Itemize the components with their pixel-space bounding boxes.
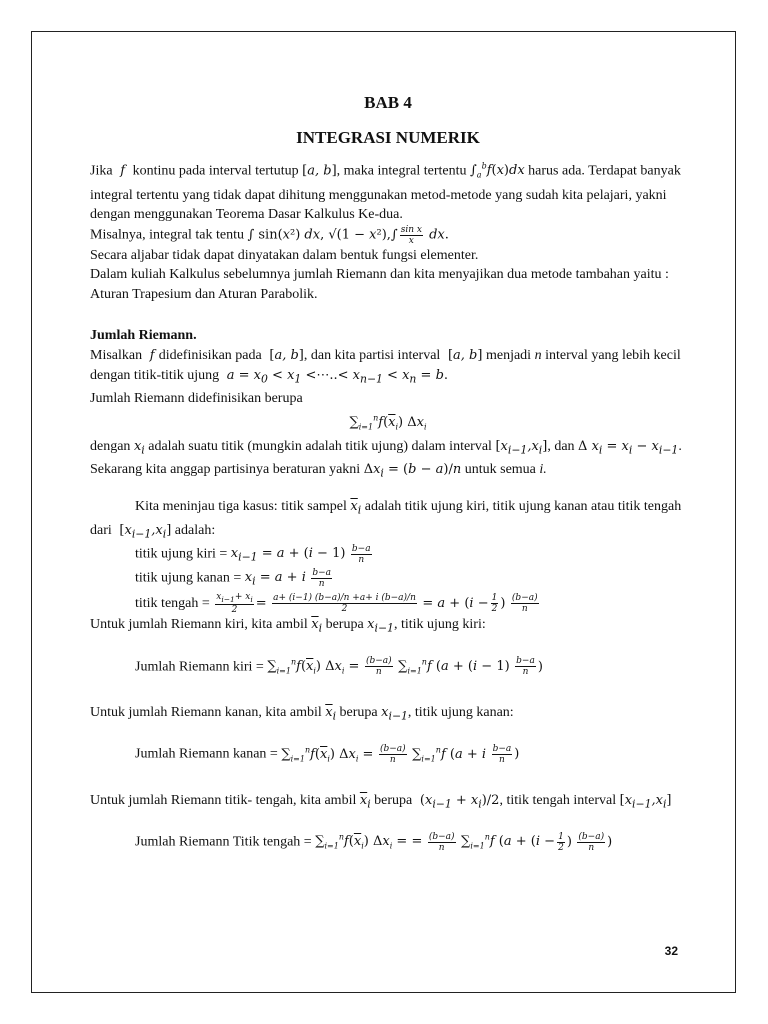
math-definite-integral: $\int_a^bf(x)dx$ [470, 162, 525, 180]
case-left: titik ujung kiri = $x_{i-1} = a + (i - 1)$ $\frac{b-a}{n}$ [135, 543, 371, 565]
left-sum-intro: Untuk jumlah Riemann kiri, kita ambil $\overline{x}_i$ berupa $x_{i-1}$, titik ujung kiri: [90, 617, 486, 635]
intro-methods: Dalam kuliah Kalkulus sebelumnya jumlah Riemann dan kita menyajikan dua metode tambahan yaitu : Aturan Trapesium dan Aturan Parabolik. [90, 267, 669, 302]
document-body [90, 88, 686, 856]
riemann-sample-point-text: dengan $x_i$ adalah suatu titik (mungkin adalah titik ujung) dalam interval $[x_{i-1},x_i]$, dan Δ $x_i = x_i - x_{i-1}$. Sekarang kita anggap partisinya beraturan yakni $\Delta x_i = (b - a)/n$ untuk semua i. [90, 438, 682, 480]
riemann-sum-formula: $\sum_{i=1}^nf(\overline{x}_i)$ $\Delta x_i$ [349, 413, 427, 432]
math-partition-points: $a = x_0 < x_1$ <⋯..< $x_{n-1} < x_n = b$. [222, 367, 449, 386]
mid-sum-intro: Untuk jumlah Riemann titik- tengah, kita ambil $\overline{x}_i$ berupa $(x_{i-1} + x_i)/2$, titik tengah interval $[x_{i-1},x_i]$ [90, 792, 672, 811]
case-right: titik ujung kanan = $x_i = a + i$ $\frac{b-a}{n}$ [135, 567, 332, 589]
riemann-definition-text: Jumlah Riemann didefinisikan berupa [90, 390, 303, 406]
intro-paragraph: Jika f kontinu pada interval tertutup [a, b], maka integral tertentu $\int_a^bf(x)dx$ harus ada. Terdapat banyak integral tertentu yang tidak dapat dihitung menggunakan metod-metode yang sudah kita pelajari, yakni dengan menggunakan Teorema Dasar Kalkulus Ke-dua. [90, 162, 681, 223]
case-list [90, 544, 686, 616]
page-number: 32 [664, 944, 678, 958]
right-sum-intro: Untuk jumlah Riemann kanan, kita ambil $\overline{x}_i$ berupa $x_{i-1}$, titik ujung kanan: [90, 705, 514, 723]
right-sum-formula: Jumlah Riemann kanan = $\sum_{i=1}^nf(\overline{x}_i) \Delta x_i$ = $\frac{(b-a)}{n}$ $\sum_{i=1}^nf$ (a + i $\frac{b-a}{n}$ ) [135, 743, 520, 765]
math-f: f [116, 163, 130, 179]
math-integrals: ∫ sin(x²) dx, √(1 − x²),∫ [247, 227, 398, 243]
intro-note: Secara aljabar tidak dapat dinyatakan dalam bentuk fungsi elementer. [90, 247, 479, 263]
math-interval: [a, b] [302, 163, 337, 179]
chapter-label: BAB 4 [364, 93, 412, 112]
left-sum-formula: Jumlah Riemann kiri = $\sum_{i=1}^nf(\overline{x}_i) \Delta x_i$ = $\frac{(b-a)}{n}$ $\sum_{i=1}^nf$ (a + (i − 1) $\frac{b-a}{n}$ ) [135, 656, 543, 678]
riemann-partition: Misalkan f didefinisikan pada [a, b], dan kita partisi interval [a, b] menjadi n interval yang lebih kecil dengan titik-titik ujung $a = x_0 < x_1$ <⋯..< $x_{n-1} < x_n = b$. [90, 348, 681, 386]
intro-example: Misalnya, integral tak tentu ∫ sin(x²) dx, √(1 − x²),∫ $\frac{\text{sin x}}{x}$ dx. [90, 224, 449, 246]
mid-sum-formula: Jumlah Riemann Titik tengah = $\sum_{i=1}^nf(\overline{x}_i) \Delta x_i$ = = $\frac{(b-a)}{n}$ $\sum_{i=1}^nf$ (a + (i − $\frac{1}{2}$ ) $\frac{(b-a)}{n}$ ) [135, 831, 613, 853]
case-mid: titik tengah = $\frac{x_{i-1}+ x_i}{2}$ = $\frac{a+ (i-1) (b-a)/n +a+ i (b-a)/n}{2}$ = a + (i − $\frac{1}{2}$ ) $\frac{(b-a)}{n}$ [135, 591, 538, 616]
three-cases-text: Kita meninjau tiga kasus: titik sampel $\overline{x}_i$ adalah titik ujung kiri, titik ujung kanan atau titik tengah dari $[x_{i-1},x_i]$ adalah: [90, 499, 682, 541]
section-heading-riemann: Jumlah Riemann. [90, 328, 197, 344]
chapter-title: INTEGRASI NUMERIK [296, 128, 480, 147]
